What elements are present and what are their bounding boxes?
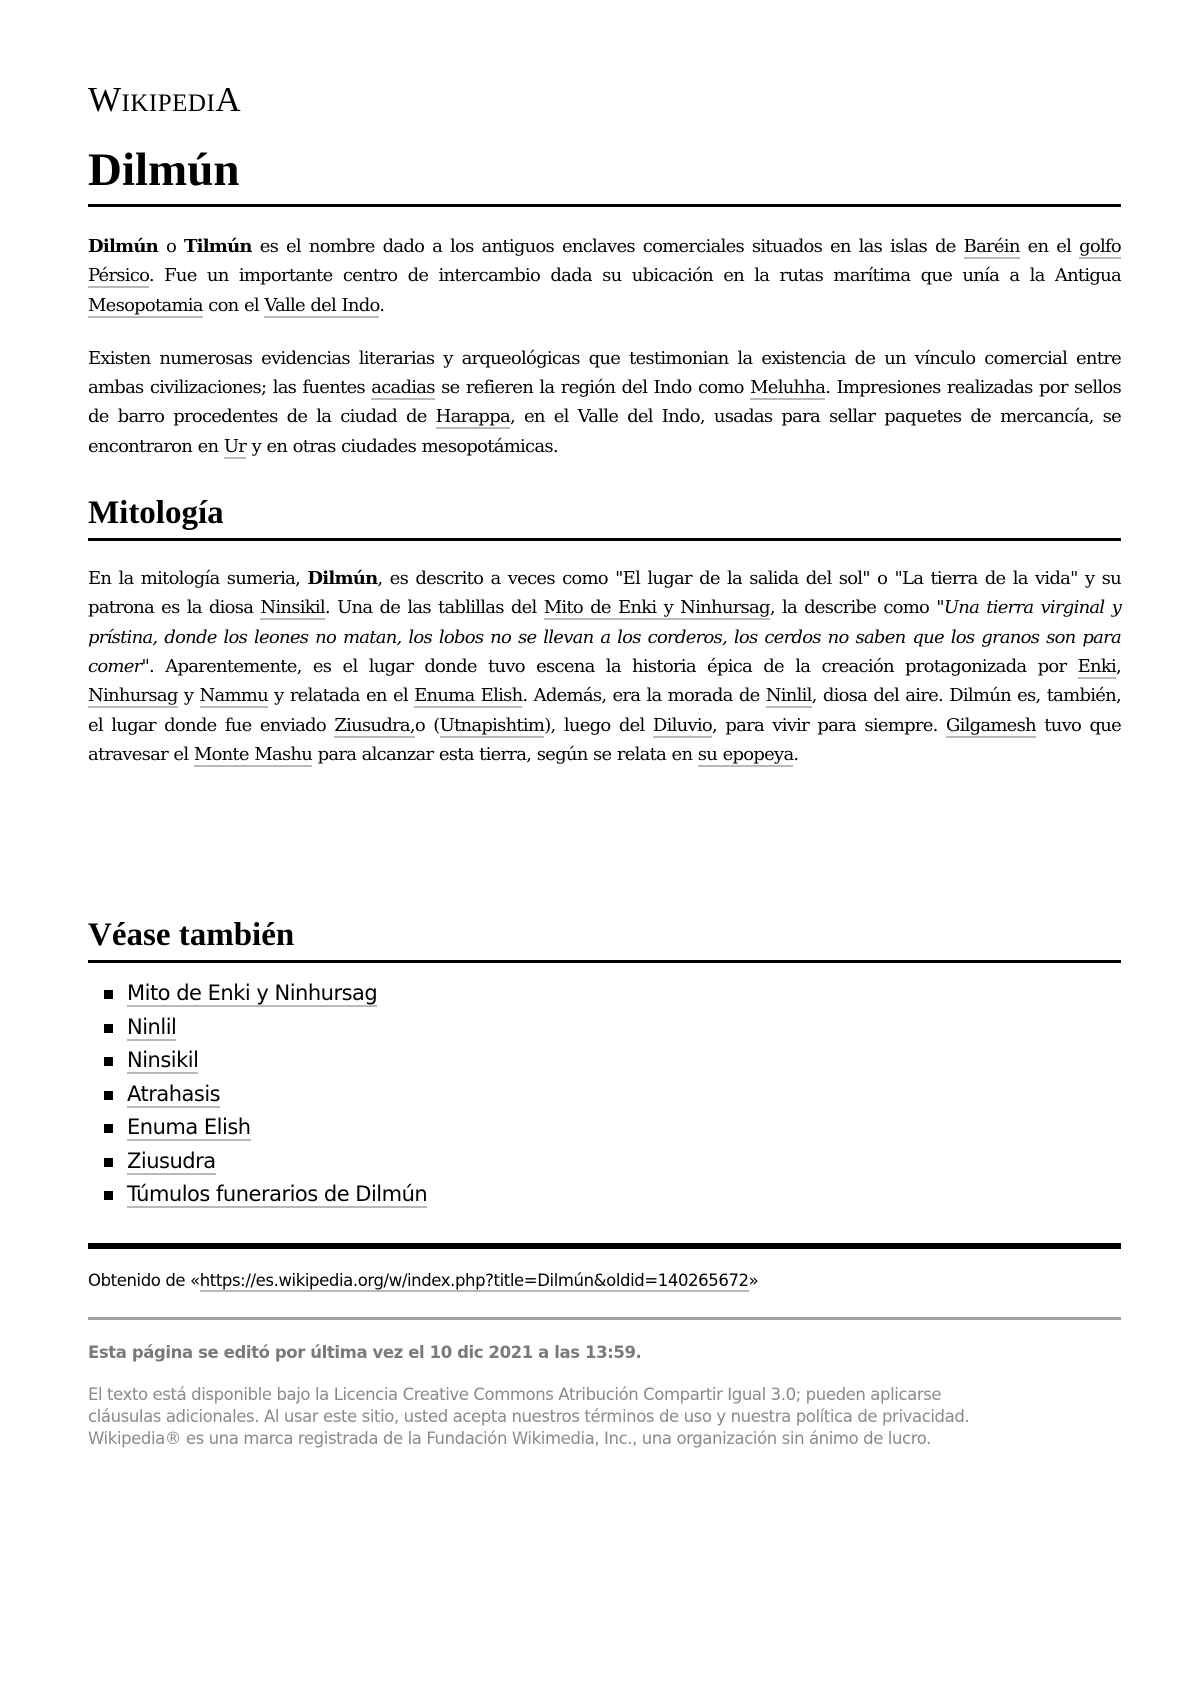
bullet-square-icon [104, 1124, 113, 1133]
list-item [88, 1044, 1121, 1078]
license-line-1: El texto está disponible bajo la Licencia Creative Commons Atribución Compartir Igual 3.0; pueden aplicarse [88, 1384, 942, 1404]
link-su-epopeya[interactable]: su epopeya [697, 743, 794, 765]
link-diluvio[interactable]: Diluvio [652, 714, 712, 736]
text: , la describe como " [769, 597, 944, 619]
text: , es descrito a veces como "El lugar de la salida del sol" o "La tierra de la vida" y su patrona es la diosa [88, 568, 1121, 619]
section-heading-vease-tambien: Véase también [88, 915, 1121, 963]
footer-divider [88, 1243, 1121, 1249]
text: ), luego del [544, 714, 653, 736]
text: . Además, era la morada de [522, 685, 766, 707]
mitologia-paragraph [88, 564, 1121, 769]
link-valle-del-indo[interactable]: Valle del Indo [264, 294, 380, 316]
text: , [1116, 655, 1121, 677]
text: es el nombre dado a los antiguos enclaves comerciales situados en las islas de [251, 236, 964, 257]
bullet-square-icon [104, 1091, 113, 1100]
section-heading-mitologia: Mitología [88, 493, 1121, 541]
link-mesopotamia[interactable]: Mesopotamia [88, 294, 203, 316]
text: , para vivir para siempre. [711, 714, 946, 736]
text: o [158, 236, 184, 257]
see-also-link[interactable]: Enuma Elish [127, 1115, 251, 1140]
link-enuma-elish[interactable]: Enuma Elish [414, 685, 523, 707]
text: y relatada en el [267, 685, 415, 707]
link-harappa[interactable]: Harappa [435, 406, 510, 428]
text: Existen numerosas evidencias literarias y arqueológicas que testimonian la existencia de un vínculo comercial entre ambas civilizaciones; las fuentes [88, 347, 1121, 399]
wordmark-last-letter: A [215, 80, 242, 119]
list-item [88, 1078, 1121, 1112]
see-also-link[interactable]: Ninsikil [127, 1048, 199, 1073]
link-ninlil[interactable]: Ninlil [765, 685, 812, 707]
text: . [379, 294, 385, 316]
link-utnapishtim[interactable]: Utnapishtim [439, 714, 545, 736]
intro-paragraph-2 [88, 344, 1121, 461]
footer-thin-divider [88, 1317, 1121, 1320]
intro-paragraph-1 [88, 232, 1121, 320]
text: se refieren la región del Indo como [434, 377, 751, 399]
permanent-link[interactable]: https://es.wikipedia.org/w/index.php?title=Dilmún&oldid=140265672 [199, 1270, 749, 1290]
see-also-link[interactable]: Ziusudra [127, 1148, 216, 1173]
list-item [88, 1111, 1121, 1145]
see-also-link[interactable]: Ninlil [127, 1014, 177, 1039]
bold-term: Tilmún [183, 236, 252, 257]
italic-quote: Una tierra virginal y prístina, donde los leones no matan, los lobos no se llevan a los corderos, los cerdos no saben que los granos son para comer [88, 597, 1121, 677]
retrieved-prefix: Obtenido de « [88, 1270, 200, 1290]
link-enki[interactable]: Enki [1077, 655, 1117, 677]
link-acadias[interactable]: acadias [371, 377, 435, 399]
bullet-square-icon [104, 1024, 113, 1033]
text: ". Aparentemente, es el lugar donde tuvo escena la historia épica de la creación protagonizada por [141, 655, 1078, 677]
text: . Impresiones realizadas por sellos de barro procedentes de la ciudad de [88, 377, 1121, 428]
text: . [793, 743, 799, 765]
bullet-square-icon [104, 1057, 113, 1066]
bold-term: Dilmún [307, 568, 378, 590]
license-notice [88, 1384, 1088, 1450]
text: En la mitología sumeria, [88, 568, 308, 590]
text: . Una de las tablillas del [324, 597, 544, 619]
link-ninsikil[interactable]: Ninsikil [260, 597, 325, 619]
text: o ( [414, 714, 440, 736]
wikipedia-wordmark[interactable] [88, 80, 1121, 120]
list-item [88, 1011, 1121, 1045]
bullet-square-icon [104, 990, 113, 999]
link-ur[interactable]: Ur [223, 435, 247, 457]
link-mito-enki-ninhursag[interactable]: Mito de Enki y Ninhursag [543, 597, 770, 619]
list-item [88, 977, 1121, 1011]
text: . Fue un importante centro de intercambio dada su ubicación en la rutas marítima que unía a la Antigua [148, 265, 1121, 287]
text: , diosa del aire. Dilmún es, también, el lugar donde fue enviado [88, 685, 1121, 736]
article-page [88, 80, 1121, 1450]
see-also-link[interactable]: Túmulos funerarios de Dilmún [127, 1182, 428, 1207]
text: con el [202, 294, 265, 316]
link-nammu[interactable]: Nammu [199, 685, 268, 707]
see-also-link[interactable]: Atrahasis [127, 1081, 221, 1106]
text: , en el Valle del Indo, usadas para sellar paquetes de mercancía, se encontraron en [88, 406, 1122, 457]
link-meluhha[interactable]: Meluhha [750, 377, 826, 399]
bullet-square-icon [104, 1191, 113, 1200]
retrieved-suffix: » [748, 1270, 759, 1290]
text: para alcanzar esta tierra, según se relata en [312, 743, 698, 765]
page-title: Dilmún [88, 142, 1121, 207]
link-golfo-persico[interactable]: golfo Pérsico [88, 236, 1121, 287]
bold-term: Dilmún [88, 236, 159, 257]
link-gilgamesh[interactable]: Gilgamesh [945, 714, 1036, 736]
bullet-square-icon [104, 1158, 113, 1167]
last-edited-notice: Esta página se editó por última vez el 10 dic 2021 a las 13:59. [88, 1342, 642, 1362]
wordmark-first-letter: W [88, 80, 122, 119]
see-also-list [88, 977, 1121, 1212]
see-also-link[interactable]: Mito de Enki y Ninhursag [127, 981, 378, 1006]
link-monte-mashu[interactable]: Monte Mashu [193, 743, 313, 765]
text: tuvo que atravesar el [88, 714, 1122, 765]
link-barein[interactable]: Baréin [963, 236, 1020, 257]
list-item [88, 1145, 1121, 1179]
text: y en otras ciudades mesopotámicas. [246, 435, 558, 457]
text: y [177, 685, 200, 707]
license-line-3: Wikipedia® es una marca registrada de la Fundación Wikimedia, Inc., una organización sin ánimo de lucro. [88, 1428, 931, 1448]
link-ninhursag[interactable]: Ninhursag [88, 685, 178, 707]
license-line-2: cláusulas adicionales. Al usar este sitio, usted acepta nuestros términos de uso y nuestra política de privacidad. [88, 1406, 970, 1426]
retrieved-from [88, 1269, 1121, 1293]
list-item [88, 1178, 1121, 1212]
text: en el [1019, 236, 1080, 257]
wordmark-middle: ikipedi [121, 80, 216, 119]
link-ziusudra[interactable]: Ziusudra, [334, 714, 415, 736]
